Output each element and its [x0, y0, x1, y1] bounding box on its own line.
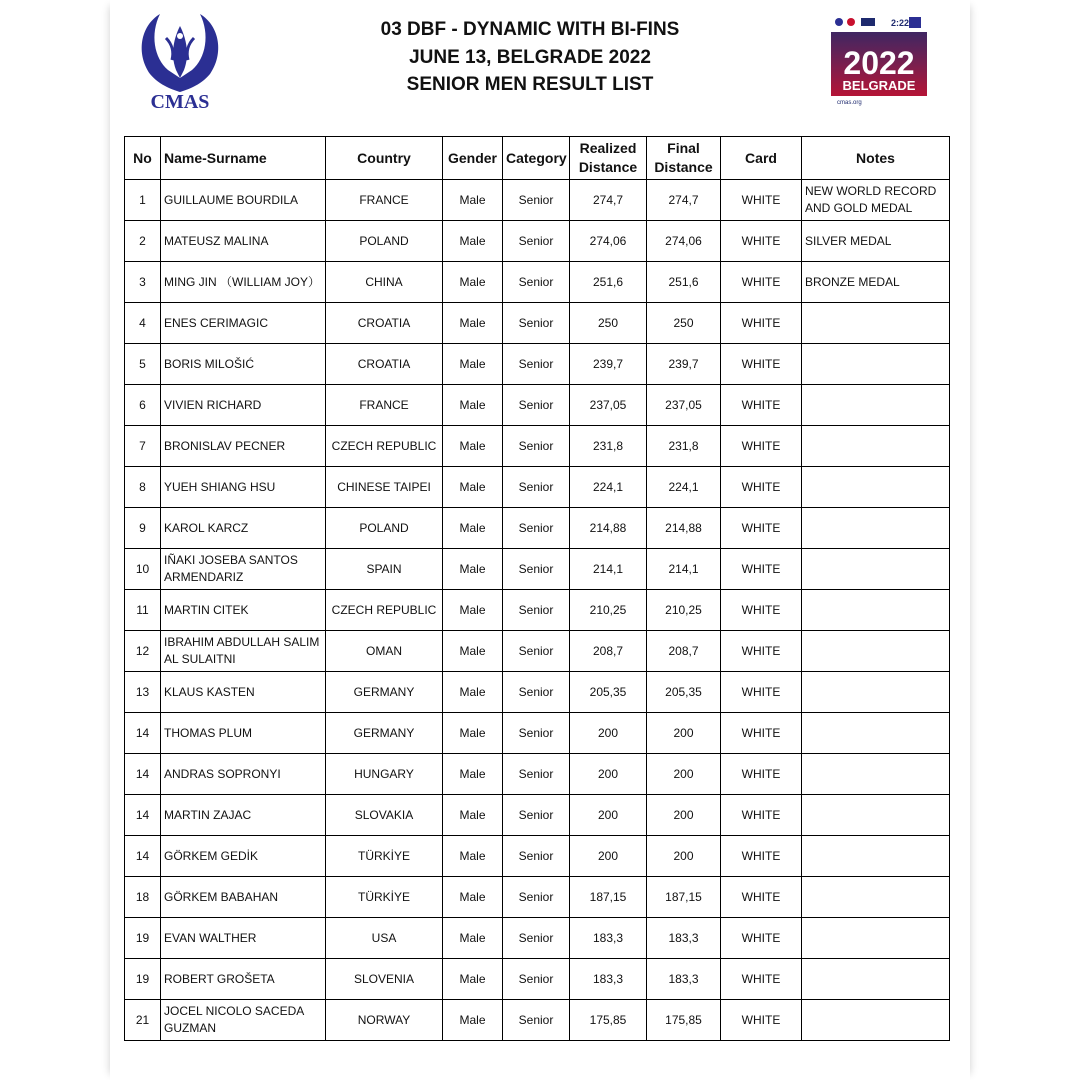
cell-category: Senior [503, 1000, 570, 1041]
cell-name: ROBERT GROŠETA [161, 959, 326, 1000]
cell-name: ANDRAS SOPRONYI [161, 754, 326, 795]
cell-notes [802, 385, 950, 426]
cell-card: WHITE [721, 221, 802, 262]
cell-category: Senior [503, 221, 570, 262]
cell-final-distance: 274,7 [647, 180, 721, 221]
cell-gender: Male [443, 672, 503, 713]
cell-card: WHITE [721, 426, 802, 467]
table-row [125, 549, 950, 590]
cell-no: 9 [125, 508, 161, 549]
cell-category: Senior [503, 877, 570, 918]
cell-notes [802, 713, 950, 754]
cell-final-distance: 205,35 [647, 672, 721, 713]
cell-no: 3 [125, 262, 161, 303]
cell-name: MARTIN CITEK [161, 590, 326, 631]
cell-name: MARTIN ZAJAC [161, 795, 326, 836]
cell-gender: Male [443, 918, 503, 959]
cell-card: WHITE [721, 262, 802, 303]
cell-realized-distance: 274,06 [570, 221, 647, 262]
cell-country: POLAND [326, 508, 443, 549]
cell-no: 14 [125, 795, 161, 836]
table-row [125, 344, 950, 385]
col-header-no: No [125, 137, 161, 180]
table-row [125, 877, 950, 918]
cell-notes [802, 754, 950, 795]
cell-realized-distance: 183,3 [570, 959, 647, 1000]
cell-country: TÜRKİYE [326, 877, 443, 918]
cell-notes [802, 426, 950, 467]
cell-notes [802, 959, 950, 1000]
col-header-category: Category [503, 137, 570, 180]
cell-name: VIVIEN RICHARD [161, 385, 326, 426]
col-header-card: Card [721, 137, 802, 180]
cell-name: GÖRKEM GEDİK [161, 836, 326, 877]
cell-category: Senior [503, 672, 570, 713]
cell-name: ENES CERIMAGIC [161, 303, 326, 344]
cell-card: WHITE [721, 918, 802, 959]
col-header-realized-line2: Distance [578, 159, 638, 175]
cell-name: MATEUSZ MALINA [161, 221, 326, 262]
cell-no: 12 [125, 631, 161, 672]
cell-category: Senior [503, 754, 570, 795]
cell-final-distance: 183,3 [647, 959, 721, 1000]
cell-final-distance: 251,6 [647, 262, 721, 303]
cell-country: CROATIA [326, 344, 443, 385]
cell-realized-distance: 205,35 [570, 672, 647, 713]
cell-realized-distance: 200 [570, 836, 647, 877]
cell-realized-distance: 231,8 [570, 426, 647, 467]
cell-notes [802, 303, 950, 344]
cell-card: WHITE [721, 1000, 802, 1041]
cell-realized-distance: 214,1 [570, 549, 647, 590]
cell-card: WHITE [721, 508, 802, 549]
belgrade-logo-site: cmas.org [837, 100, 862, 106]
cell-final-distance: 214,88 [647, 508, 721, 549]
cell-category: Senior [503, 180, 570, 221]
cell-gender: Male [443, 303, 503, 344]
table-row [125, 959, 950, 1000]
cell-realized-distance: 200 [570, 754, 647, 795]
cell-country: SLOVAKIA [326, 795, 443, 836]
cell-realized-distance: 251,6 [570, 262, 647, 303]
cell-realized-distance: 224,1 [570, 467, 647, 508]
cell-country: FRANCE [326, 385, 443, 426]
table-row [125, 754, 950, 795]
cell-country: CROATIA [326, 303, 443, 344]
cell-notes [802, 631, 950, 672]
cell-gender: Male [443, 221, 503, 262]
cell-card: WHITE [721, 959, 802, 1000]
cell-country: CZECH REPUBLIC [326, 426, 443, 467]
cell-no: 21 [125, 1000, 161, 1041]
cell-name: GUILLAUME BOURDILA [161, 180, 326, 221]
cell-final-distance: 183,3 [647, 918, 721, 959]
cell-realized-distance: 237,05 [570, 385, 647, 426]
cell-name: MING JIN （WILLIAM JOY） [161, 262, 326, 303]
cell-category: Senior [503, 836, 570, 877]
cell-gender: Male [443, 959, 503, 1000]
table-row [125, 221, 950, 262]
cell-card: WHITE [721, 795, 802, 836]
col-header-realized-line1: Realized [579, 140, 637, 156]
cell-no: 4 [125, 303, 161, 344]
cell-country: FRANCE [326, 180, 443, 221]
cell-country: HUNGARY [326, 754, 443, 795]
cell-category: Senior [503, 795, 570, 836]
cell-category: Senior [503, 385, 570, 426]
cell-final-distance: 224,1 [647, 467, 721, 508]
cell-card: WHITE [721, 303, 802, 344]
cell-card: WHITE [721, 754, 802, 795]
cell-no: 14 [125, 713, 161, 754]
cell-category: Senior [503, 918, 570, 959]
cell-realized-distance: 208,7 [570, 631, 647, 672]
cell-realized-distance: 183,3 [570, 918, 647, 959]
cell-gender: Male [443, 549, 503, 590]
cell-no: 8 [125, 467, 161, 508]
cell-card: WHITE [721, 631, 802, 672]
cell-final-distance: 239,7 [647, 344, 721, 385]
cell-final-distance: 214,1 [647, 549, 721, 590]
table-row [125, 385, 950, 426]
table-row [125, 426, 950, 467]
cell-name: IBRAHIM ABDULLAH SALIM AL SULAITNI [161, 631, 326, 672]
table-row [125, 631, 950, 672]
cell-no: 7 [125, 426, 161, 467]
cell-category: Senior [503, 508, 570, 549]
cell-country: SPAIN [326, 549, 443, 590]
cell-category: Senior [503, 631, 570, 672]
cell-name: IÑAKI JOSEBA SANTOS ARMENDARIZ [161, 549, 326, 590]
cell-notes [802, 877, 950, 918]
cell-card: WHITE [721, 672, 802, 713]
cell-notes [802, 795, 950, 836]
cell-realized-distance: 175,85 [570, 1000, 647, 1041]
cell-final-distance: 200 [647, 795, 721, 836]
cell-notes [802, 590, 950, 631]
cell-card: WHITE [721, 713, 802, 754]
cell-notes [802, 467, 950, 508]
cell-realized-distance: 210,25 [570, 590, 647, 631]
cell-no: 11 [125, 590, 161, 631]
cell-country: SLOVENIA [326, 959, 443, 1000]
cell-country: USA [326, 918, 443, 959]
cell-gender: Male [443, 426, 503, 467]
cell-card: WHITE [721, 344, 802, 385]
cell-notes [802, 549, 950, 590]
cell-category: Senior [503, 303, 570, 344]
table-header-row [125, 137, 950, 180]
cell-gender: Male [443, 795, 503, 836]
cell-country: NORWAY [326, 1000, 443, 1041]
table-row [125, 180, 950, 221]
cell-card: WHITE [721, 836, 802, 877]
table-row [125, 918, 950, 959]
cell-final-distance: 200 [647, 836, 721, 877]
cell-gender: Male [443, 344, 503, 385]
cell-category: Senior [503, 713, 570, 754]
cell-notes [802, 344, 950, 385]
cell-gender: Male [443, 508, 503, 549]
cell-gender: Male [443, 180, 503, 221]
cell-country: OMAN [326, 631, 443, 672]
cell-notes [802, 1000, 950, 1041]
cell-country: CHINA [326, 262, 443, 303]
col-header-final-line2: Distance [654, 159, 713, 175]
col-header-gender: Gender [443, 137, 503, 180]
table-row [125, 713, 950, 754]
cell-final-distance: 208,7 [647, 631, 721, 672]
cell-gender: Male [443, 631, 503, 672]
cell-name: YUEH SHIANG HSU [161, 467, 326, 508]
cell-notes [802, 836, 950, 877]
cell-no: 19 [125, 918, 161, 959]
cell-gender: Male [443, 1000, 503, 1041]
cell-name: KLAUS KASTEN [161, 672, 326, 713]
table-row [125, 795, 950, 836]
cell-card: WHITE [721, 385, 802, 426]
cell-realized-distance: 214,88 [570, 508, 647, 549]
cell-category: Senior [503, 426, 570, 467]
cell-realized-distance: 187,15 [570, 877, 647, 918]
title-line-3: SENIOR MEN RESULT LIST [406, 74, 654, 95]
belgrade-2022-logo [831, 14, 927, 106]
cell-no: 13 [125, 672, 161, 713]
cell-no: 2 [125, 221, 161, 262]
cell-category: Senior [503, 959, 570, 1000]
cell-gender: Male [443, 262, 503, 303]
cell-country: CZECH REPUBLIC [326, 590, 443, 631]
table-row [125, 508, 950, 549]
cell-card: WHITE [721, 590, 802, 631]
cell-final-distance: 231,8 [647, 426, 721, 467]
cell-category: Senior [503, 262, 570, 303]
cell-gender: Male [443, 385, 503, 426]
cell-final-distance: 210,25 [647, 590, 721, 631]
cell-gender: Male [443, 836, 503, 877]
table-row [125, 836, 950, 877]
cell-final-distance: 237,05 [647, 385, 721, 426]
cell-no: 1 [125, 180, 161, 221]
table-row [125, 672, 950, 713]
table-row [125, 262, 950, 303]
belgrade-logo-city: BELGRADE [842, 78, 916, 93]
col-header-notes: Notes [802, 137, 950, 180]
cell-category: Senior [503, 549, 570, 590]
title-line-2: JUNE 13, BELGRADE 2022 [409, 46, 651, 68]
cell-no: 6 [125, 385, 161, 426]
cell-name: GÖRKEM BABAHAN [161, 877, 326, 918]
cell-gender: Male [443, 590, 503, 631]
cell-gender: Male [443, 754, 503, 795]
cell-no: 19 [125, 959, 161, 1000]
cell-notes [802, 918, 950, 959]
cell-final-distance: 250 [647, 303, 721, 344]
table-row [125, 303, 950, 344]
cell-realized-distance: 200 [570, 713, 647, 754]
cell-no: 14 [125, 754, 161, 795]
cell-realized-distance: 274,7 [570, 180, 647, 221]
cell-gender: Male [443, 467, 503, 508]
cell-final-distance: 274,06 [647, 221, 721, 262]
cell-country: GERMANY [326, 713, 443, 754]
cell-notes: BRONZE MEDAL [802, 262, 950, 303]
belgrade-logo-year: 2022 [843, 45, 915, 81]
col-header-name: Name-Surname [161, 137, 326, 180]
col-header-final-line1: Final [667, 140, 700, 156]
col-header-final-distance [647, 137, 721, 180]
cell-notes [802, 508, 950, 549]
cmas-logo [130, 8, 230, 112]
cell-name: THOMAS PLUM [161, 713, 326, 754]
cell-realized-distance: 200 [570, 795, 647, 836]
col-header-country: Country [326, 137, 443, 180]
cell-realized-distance: 239,7 [570, 344, 647, 385]
col-header-realized-distance [570, 137, 647, 180]
cell-name: JOCEL NICOLO SACEDA GUZMAN [161, 1000, 326, 1041]
cell-final-distance: 187,15 [647, 877, 721, 918]
cell-category: Senior [503, 590, 570, 631]
cell-card: WHITE [721, 877, 802, 918]
cell-notes [802, 672, 950, 713]
cell-no: 5 [125, 344, 161, 385]
title-line-1: 03 DBF - DYNAMIC WITH BI-FINS [380, 19, 680, 40]
cell-final-distance: 200 [647, 754, 721, 795]
belgrade-logo-top: 2:22 [891, 18, 910, 28]
cell-card: WHITE [721, 549, 802, 590]
results-table [124, 136, 950, 1041]
cell-category: Senior [503, 467, 570, 508]
cell-category: Senior [503, 344, 570, 385]
cell-no: 14 [125, 836, 161, 877]
cell-notes: SILVER MEDAL [802, 221, 950, 262]
cell-country: POLAND [326, 221, 443, 262]
cmas-logo-text: CMAS [150, 91, 210, 112]
cell-gender: Male [443, 877, 503, 918]
cell-notes: NEW WORLD RECORD AND GOLD MEDAL [802, 180, 950, 221]
cell-final-distance: 175,85 [647, 1000, 721, 1041]
cell-country: GERMANY [326, 672, 443, 713]
cell-name: BRONISLAV PECNER [161, 426, 326, 467]
table-row [125, 467, 950, 508]
results-body [125, 180, 950, 1041]
cell-country: CHINESE TAIPEI [326, 467, 443, 508]
cell-card: WHITE [721, 180, 802, 221]
cell-realized-distance: 250 [570, 303, 647, 344]
cell-name: KAROL KARCZ [161, 508, 326, 549]
cell-gender: Male [443, 713, 503, 754]
table-row [125, 590, 950, 631]
cell-no: 18 [125, 877, 161, 918]
cell-country: TÜRKİYE [326, 836, 443, 877]
cell-name: BORIS MILOŠIĆ [161, 344, 326, 385]
title-block [290, 16, 770, 99]
cell-final-distance: 200 [647, 713, 721, 754]
cell-name: EVAN WALTHER [161, 918, 326, 959]
table-row [125, 1000, 950, 1041]
cell-card: WHITE [721, 467, 802, 508]
cell-no: 10 [125, 549, 161, 590]
